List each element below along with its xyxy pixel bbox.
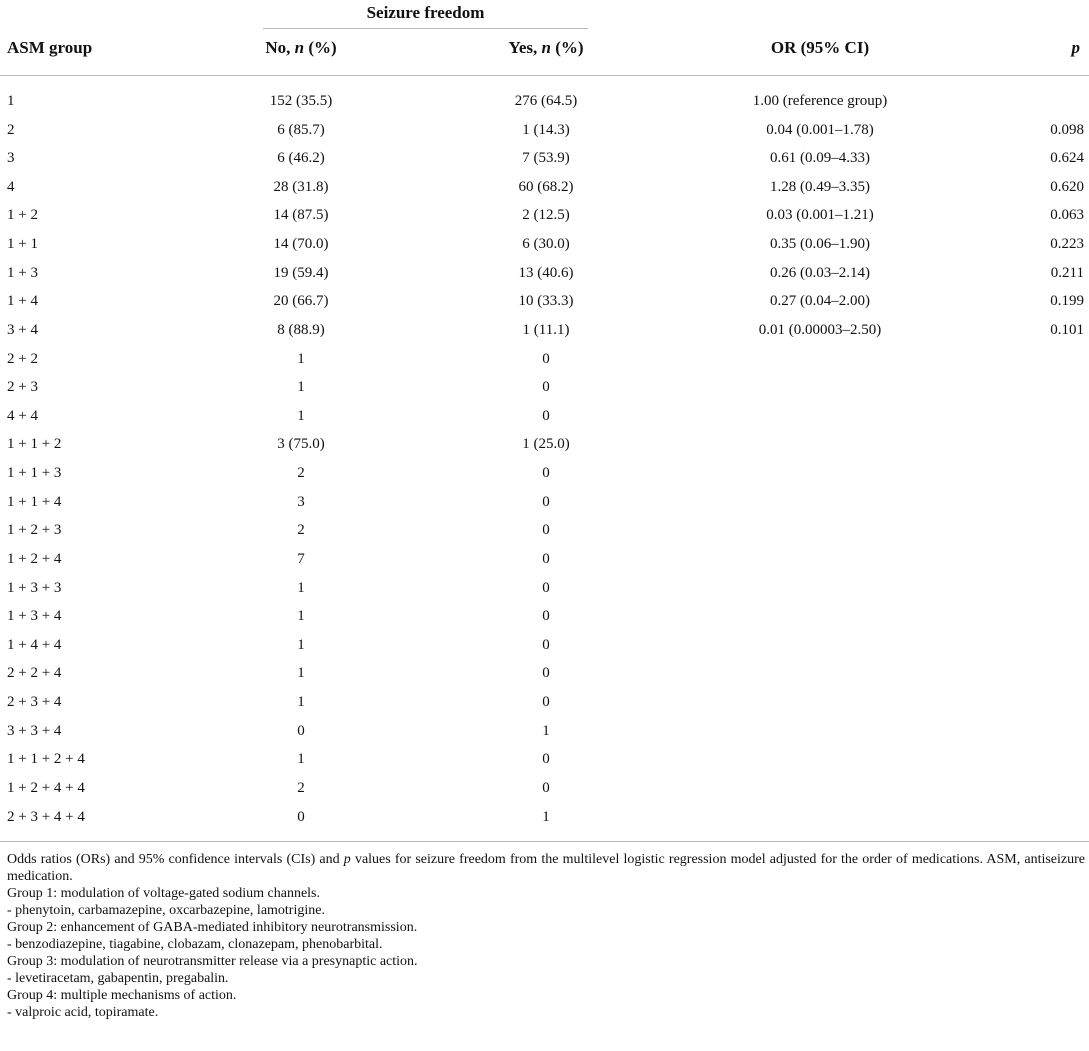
odds-ratio-cell: 0.04 (0.001–1.78)	[766, 121, 874, 138]
footnote-line: - benzodiazepine, tiagabine, clobazam, clonazepam, phenobarbital.	[7, 937, 383, 952]
no-count-cell: 7	[297, 550, 305, 567]
yes-header-label: Yes,	[508, 38, 542, 57]
table-row	[0, 345, 1089, 373]
asm-group-header: ASM group	[7, 38, 93, 57]
no-count-cell: 1	[297, 751, 305, 768]
odds-ratio-cell: 0.03 (0.001–1.21)	[766, 207, 874, 224]
or-ci-header: OR (95% CI)	[770, 38, 870, 57]
no-count-cell: 6 (85.7)	[277, 121, 325, 138]
table-row	[0, 316, 1089, 344]
p-value-cell: 0.199	[1050, 293, 1084, 310]
table-row	[0, 116, 1089, 144]
odds-ratio-cell: 0.26 (0.03–2.14)	[770, 264, 870, 281]
yes-count-cell: 6 (30.0)	[522, 236, 570, 253]
yes-count-cell: 1	[542, 722, 550, 739]
no-count-cell: 2	[297, 779, 305, 796]
yes-count-cell: 0	[542, 608, 550, 625]
footnote-intro-before: Odds ratios (ORs) and 95% confidence intervals (CIs) and	[7, 852, 344, 867]
yes-count-cell: 0	[542, 694, 550, 711]
footnote-intro-p: p	[343, 852, 351, 867]
table-bottom-rule	[0, 841, 1089, 842]
yes-count-cell: 0	[542, 636, 550, 653]
no-count-cell: 0	[297, 808, 305, 825]
table-row	[0, 259, 1089, 287]
footnote-line: Group 3: modulation of neurotransmitter release via a presynaptic action.	[7, 954, 418, 969]
no-count-cell: 1	[297, 379, 305, 396]
yes-header	[486, 38, 606, 58]
asm-group-cell: 1 + 2 + 3	[7, 522, 62, 539]
p-value-cell: 0.063	[1050, 207, 1084, 224]
table-row	[0, 659, 1089, 687]
no-count-cell: 1	[297, 665, 305, 682]
p-value-header: p	[1071, 38, 1080, 57]
no-header	[241, 38, 361, 58]
asm-group-cell: 2 + 3	[7, 379, 38, 396]
p-value-cell: 0.101	[1050, 321, 1084, 338]
asm-group-cell: 1	[7, 93, 15, 109]
footnote-intro	[7, 851, 1085, 885]
table-row	[0, 173, 1089, 201]
p-value-cell: 0.620	[1050, 178, 1084, 195]
table-row	[0, 745, 1089, 773]
header-bottom-rule	[0, 75, 1089, 76]
table-row	[0, 144, 1089, 172]
asm-group-cell: 2 + 3 + 4	[7, 694, 62, 711]
asm-group-cell: 1 + 1 + 3	[7, 465, 62, 482]
no-count-cell: 14 (70.0)	[273, 236, 329, 253]
yes-count-cell: 0	[542, 350, 550, 367]
footnote-line: Group 1: modulation of voltage-gated sodium channels.	[7, 886, 320, 901]
asm-group-cell: 1 + 1	[7, 236, 38, 253]
yes-count-cell: 13 (40.6)	[518, 264, 574, 281]
yes-count-cell: 1 (11.1)	[522, 321, 570, 338]
no-count-cell: 1	[297, 350, 305, 367]
p-value-cell: 0.624	[1050, 150, 1084, 167]
no-count-cell: 2	[297, 522, 305, 539]
asm-group-cell: 1 + 1 + 2	[7, 436, 62, 453]
yes-count-cell: 0	[542, 751, 550, 768]
no-header-n: n	[294, 38, 305, 57]
no-count-cell: 2	[297, 465, 305, 482]
asm-group-cell: 1 + 4	[7, 293, 38, 310]
p-value-cell: 0.211	[1050, 264, 1084, 281]
yes-header-n: n	[541, 38, 551, 57]
no-count-cell: 8 (88.9)	[277, 321, 325, 338]
asm-group-cell: 2 + 2 + 4	[7, 665, 62, 682]
no-count-cell: 152 (35.5)	[269, 93, 333, 109]
table-row	[0, 230, 1089, 258]
asm-group-cell: 1 + 3	[7, 264, 38, 281]
table-row	[0, 87, 1089, 115]
footnote-group-list	[7, 885, 1085, 1021]
no-count-cell: 28 (31.8)	[273, 178, 329, 195]
no-count-cell: 6 (46.2)	[277, 150, 325, 167]
no-count-cell: 1	[297, 636, 305, 653]
asm-group-cell: 1 + 3 + 4	[7, 608, 62, 625]
asm-group-cell: 1 + 2 + 4	[7, 550, 62, 567]
yes-count-cell: 0	[542, 379, 550, 396]
yes-count-cell: 0	[542, 493, 550, 510]
no-count-cell: 3 (75.0)	[277, 436, 325, 453]
asm-group-cell: 3	[7, 150, 15, 167]
footnote-line: - valproic acid, topiramate.	[7, 1005, 159, 1020]
asm-group-cell: 1 + 1 + 4	[7, 493, 62, 510]
no-count-cell: 0	[297, 722, 305, 739]
footnote-intro-after: values for seizure freedom from the multilevel logistic regression model adjusted for the order of medications. ASM, antiseizure medication.	[7, 852, 1085, 884]
table-row	[0, 803, 1089, 831]
table-footnotes	[7, 851, 1085, 1021]
asm-group-cell: 1 + 3 + 3	[7, 579, 62, 596]
yes-count-cell: 1 (14.3)	[522, 121, 570, 138]
table-row	[0, 574, 1089, 602]
table-row	[0, 774, 1089, 802]
asm-group-cell: 2	[7, 121, 15, 138]
asm-group-cell: 3 + 4	[7, 321, 38, 338]
table-row	[0, 717, 1089, 745]
table-row	[0, 516, 1089, 544]
yes-header-pct: (%)	[550, 38, 584, 57]
yes-count-cell: 0	[542, 579, 550, 596]
yes-count-cell: 60 (68.2)	[518, 178, 574, 195]
yes-count-cell: 0	[542, 665, 550, 682]
table-row	[0, 631, 1089, 659]
seizure-freedom-header: Seizure freedom	[366, 3, 485, 22]
no-count-cell: 14 (87.5)	[273, 207, 329, 224]
yes-count-cell: 0	[542, 779, 550, 796]
footnote-line: Group 4: multiple mechanisms of action.	[7, 988, 237, 1003]
table-row	[0, 459, 1089, 487]
yes-count-cell: 1	[542, 808, 550, 825]
yes-count-cell: 1 (25.0)	[522, 436, 570, 453]
yes-count-cell: 0	[542, 522, 550, 539]
header-group-underline	[263, 28, 588, 29]
asm-group-cell: 2 + 3 + 4 + 4	[7, 808, 85, 825]
yes-count-cell: 0	[542, 550, 550, 567]
footnote-line: - phenytoin, carbamazepine, oxcarbazepine, lamotrigine.	[7, 903, 325, 918]
table-row	[0, 402, 1089, 430]
asm-group-cell: 1 + 2	[7, 207, 38, 224]
yes-count-cell: 7 (53.9)	[522, 150, 570, 167]
yes-count-cell: 276 (64.5)	[514, 93, 578, 109]
asm-group-cell: 1 + 2 + 4 + 4	[7, 779, 85, 796]
table-row	[0, 373, 1089, 401]
footnote-line: - levetiracetam, gabapentin, pregabalin.	[7, 971, 229, 986]
p-value-cell: 0.098	[1050, 121, 1084, 138]
odds-ratio-cell: 1.00 (reference group)	[752, 93, 888, 109]
no-header-pct: (%)	[304, 38, 337, 57]
yes-count-cell: 0	[542, 407, 550, 424]
no-count-cell: 1	[297, 579, 305, 596]
table-row	[0, 201, 1089, 229]
asm-group-cell: 4 + 4	[7, 407, 38, 424]
no-count-cell: 3	[297, 493, 305, 510]
odds-ratio-cell: 0.27 (0.04–2.00)	[770, 293, 870, 310]
footnote-line: Group 2: enhancement of GABA-mediated inhibitory neurotransmission.	[7, 920, 418, 935]
asm-group-cell: 4	[7, 178, 15, 195]
odds-ratio-cell: 0.01 (0.00003–2.50)	[758, 321, 882, 338]
odds-ratio-cell: 0.61 (0.09–4.33)	[770, 150, 870, 167]
asm-group-cell: 1 + 4 + 4	[7, 636, 62, 653]
no-count-cell: 1	[297, 407, 305, 424]
yes-count-cell: 0	[542, 465, 550, 482]
table-row	[0, 488, 1089, 516]
table-row	[0, 287, 1089, 315]
table-row	[0, 602, 1089, 630]
p-value-cell: 0.223	[1050, 236, 1084, 253]
asm-group-cell: 3 + 3 + 4	[7, 722, 62, 739]
no-count-cell: 19 (59.4)	[273, 264, 329, 281]
table-row	[0, 545, 1089, 573]
odds-ratio-cell: 0.35 (0.06–1.90)	[770, 236, 870, 253]
asm-group-cell: 1 + 1 + 2 + 4	[7, 751, 85, 768]
table-row	[0, 688, 1089, 716]
asm-group-cell: 2 + 2	[7, 350, 38, 367]
no-header-label: No,	[265, 38, 295, 57]
yes-count-cell: 2 (12.5)	[522, 207, 570, 224]
odds-ratio-cell: 1.28 (0.49–3.35)	[770, 178, 870, 195]
yes-count-cell: 10 (33.3)	[518, 293, 574, 310]
no-count-cell: 20 (66.7)	[273, 293, 329, 310]
no-count-cell: 1	[297, 608, 305, 625]
no-count-cell: 1	[297, 694, 305, 711]
table-row	[0, 430, 1089, 458]
